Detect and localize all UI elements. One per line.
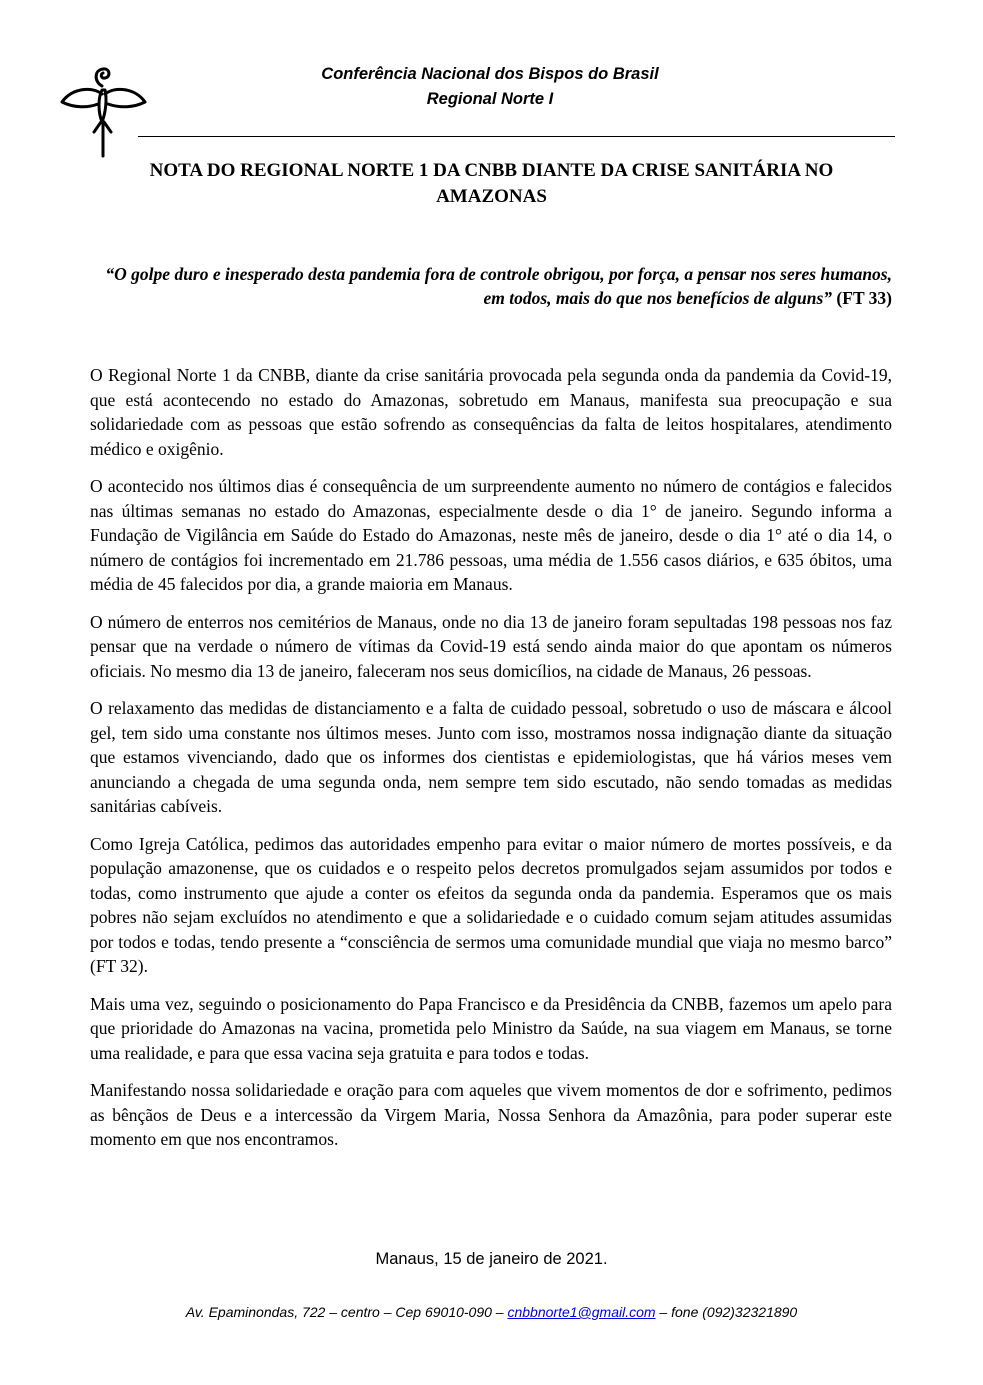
- footer-contact: [0, 1302, 983, 1322]
- header-divider: [138, 136, 895, 137]
- epigraph-quote: “O golpe duro e inesperado desta pandemia fora de controle obrigou, por força, a pensar nos seres humanos, em todos, mais do que nos benefícios de alguns”: [105, 264, 892, 308]
- paragraph: Mais uma vez, seguindo o posicionamento do Papa Francisco e da Presidência da CNBB, fazemos um apelo para que prioridade do Amazonas na vacina, prometida pelo Ministro da Saúde, na sua viagem em Manaus, se torne uma realidade, e para que essa vacina seja gratuita e para todos e todas.: [90, 993, 892, 1063]
- epigraph: [100, 262, 892, 310]
- paragraph: Manifestando nossa solidariedade e oração para com aqueles que vivem momentos de dor e sofrimento, pedimos as bênçãos de Deus e a intercessão da Virgem Maria, Nossa Senhora da Amazônia, para poder superar este momento em que nos encontramos.: [90, 1080, 892, 1149]
- document-body: [90, 363, 892, 1165]
- organization-name: Conferência Nacional dos Bispos do Brasil: [321, 65, 659, 83]
- paragraph: O relaxamento das medidas de distanciamento e a falta de cuidado pessoal, sobretudo o uso de máscara e álcool gel, tem sido uma constante nos últimos meses. Junto com isso, mostramos nossa indignação diante da situação que estamos vivenciando, dado que os informes dos cientistas e epidemiologistas, que há vários meses vem anunciando a chegada de uma segunda onda, nem sempre tem sido escutado, não sendo tomadas as medidas sanitárias cabíveis.: [90, 698, 892, 816]
- paragraph: Como Igreja Católica, pedimos das autoridades empenho para evitar o maior número de mortes possíveis, e da população amazonense, que os cuidados e o respeito pelos decretos promulgados sejam assumidos por todos e todas, como instrumento que ajude a conter os efeitos da segunda onda da pandemia. Esperamos que os mais pobres não sejam excluídos no atendimento e que a solidariedade e o cuidado comum sejam atitudes assumidas por todos e todas, tendo presente a “consciência de sermos uma comunidade mundial que viaja no mesmo barco” (FT 32).: [90, 833, 892, 976]
- footer-address: Av. Epaminondas, 722 – centro – Cep 69010-090 –: [185, 1304, 508, 1320]
- document-title: NOTA DO REGIONAL NORTE 1 DA CNBB DIANTE DA CRISE SANITÁRIA NO AMAZONAS: [149, 160, 834, 207]
- footer-phone: – fone (092)32321890: [655, 1304, 798, 1320]
- paragraph: O Regional Norte 1 da CNBB, diante da crise sanitária provocada pela segunda onda da pandemia da Covid-19, que está acontecendo no estado do Amazonas, sobretudo em Manaus, manifesta sua preocupação e sua solidariedade com as pessoas que estão sofrendo as consequências da falta de leitos hospitalares, atendimento médico e oxigênio.: [90, 365, 892, 459]
- regional-name: Regional Norte I: [426, 90, 554, 108]
- dove-cross-logo-icon: [58, 64, 148, 160]
- paragraph: O acontecido nos últimos dias é consequência de um surpreendente aumento no número de contágios e falecidos nas últimas semanas no estado do Amazonas, especialmente desde o dia 1° de janeiro. Segundo informa a Fundação de Vigilância em Saúde do Estado do Amazonas, neste mês de janeiro, desde o dia 1° até o dia 14, o número de contágios foi incrementado em 21.786 pessoas, uma média de 1.556 casos diários, e 635 óbitos, uma média de 45 falecidos por dia, a grande maioria em Manaus.: [90, 476, 892, 594]
- epigraph-citation: (FT 33): [832, 288, 892, 308]
- paragraph: O número de enterros nos cemitérios de Manaus, onde no dia 13 de janeiro foram sepultadas 198 pessoas nos faz pensar que na verdade o número de vítimas da Covid-19 está sendo ainda maior do que apontam os números oficiais. No mesmo dia 13 de janeiro, faleceram nos seus domicílios, na cidade de Manaus, 26 pessoas.: [90, 611, 892, 681]
- footer-email-link[interactable]: cnbbnorte1@gmail.com: [507, 1304, 656, 1320]
- document-date: Manaus, 15 de janeiro de 2021.: [375, 1250, 608, 1268]
